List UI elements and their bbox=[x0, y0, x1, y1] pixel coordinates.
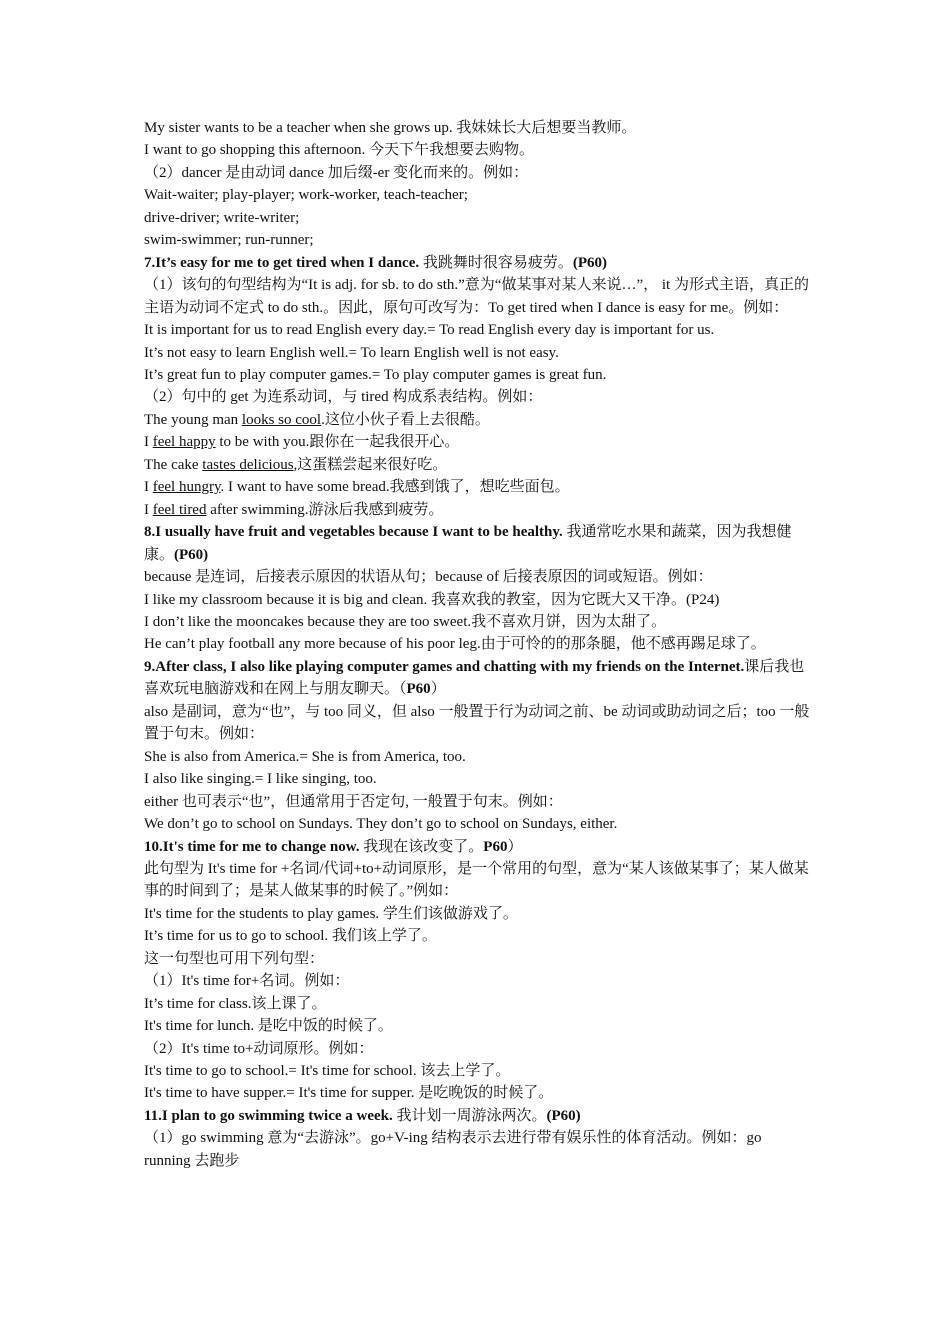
paragraph: （1）该句的句型结构为“It is adj. for sb. to do sth.”意为“做某事对某人来说…”， it 为形式主语，真正的主语为动词不定式 to do sth.。因此，原句可改写为：To get tired when I dance is easy for me。例如： bbox=[144, 277, 809, 316]
text-line: It’s time for us to go to school. 我们该上学了。 bbox=[144, 928, 437, 945]
underlined-phrase: feel tired bbox=[152, 501, 207, 518]
paragraph: 此句型为 It's time for +名词/代词+to+动词原形，是一个常用的句型，意为“某人该做某事了；某人做某事的时间到了；是某人做某事的时候了。”例如： bbox=[144, 860, 809, 900]
example-line bbox=[144, 499, 810, 521]
text-line: It’s great fun to play computer games.= To play computer games is great fun. bbox=[144, 366, 607, 383]
text: .这位小伙子看上去很酷。 bbox=[321, 411, 490, 428]
heading-chinese: 我计划一周游泳两次。 bbox=[392, 1107, 547, 1124]
example-line bbox=[144, 409, 810, 431]
text: to be with you.跟你在一起我很开心。 bbox=[215, 434, 460, 451]
section-heading-7 bbox=[144, 252, 810, 274]
heading-english: 7.It’s easy for me to get tired when I dance. bbox=[144, 254, 420, 271]
text: ） bbox=[507, 838, 523, 855]
heading-english: 11.I plan to go swimming twice a week. bbox=[144, 1107, 393, 1124]
underlined-phrase: feel hungry bbox=[152, 479, 221, 496]
text-line: because 是连词，后接表示原因的状语从句；because of 后接表原因的词或短语。例如： bbox=[144, 569, 713, 586]
page-ref: (P60) bbox=[174, 546, 209, 563]
text: ,这蛋糕尝起来很好吃。 bbox=[293, 456, 448, 473]
paragraph: also 是副词，意为“也”，与 too 同义，但 also 一般置于行为动词之前、be 动词或助动词之后；too 一般置于句末。例如： bbox=[144, 703, 810, 743]
text-line: I also like singing.= I like singing, too. bbox=[144, 771, 377, 788]
text-line: It’s not easy to learn English well.= To learn English well is not easy. bbox=[144, 344, 559, 361]
text-line: We don’t go to school on Sundays. They don’t go to school on Sundays, either. bbox=[144, 816, 618, 833]
text: The young man bbox=[144, 411, 242, 428]
section-heading-8 bbox=[144, 521, 810, 566]
text-line: 这一句型也可用下列句型： bbox=[144, 950, 325, 967]
heading-chinese: 我现在该改变了。 bbox=[359, 838, 484, 855]
section-heading-9 bbox=[144, 656, 810, 701]
paragraph: He can’t play football any more because of his poor leg.由于可怜的的那条腿，他不感再踢足球了。 bbox=[144, 636, 766, 653]
text: . I want to have some bread.我感到饿了，想吃些面包。 bbox=[220, 479, 570, 496]
text-line: （2）句中的 get 为连系动词，与 tired 构成系表结构。例如： bbox=[144, 389, 543, 406]
text-line: It's time to have supper.= It's time for supper. 是吃晚饭的时候了。 bbox=[144, 1085, 554, 1102]
text-line: （2）It's time to+动词原形。例如： bbox=[144, 1040, 374, 1057]
text-line: My sister wants to be a teacher when she grows up. 我妹妹长大后想要当教师。 bbox=[144, 120, 637, 136]
text-line: It’s time for class.该上课了。 bbox=[144, 995, 327, 1012]
page-ref: P60 bbox=[406, 681, 431, 698]
text-line: （2）dancer 是由动词 dance 加后缀-er 变化而来的。例如： bbox=[144, 164, 529, 181]
underlined-phrase: tastes delicious bbox=[202, 456, 294, 473]
example-line bbox=[144, 454, 810, 476]
example-line bbox=[144, 476, 810, 498]
heading-chinese: 课后我也喜欢玩电脑游戏和在网上与朋友聊天。（ bbox=[144, 658, 805, 698]
text-line: I don’t like the mooncakes because they are too sweet.我不喜欢月饼，因为太甜了。 bbox=[144, 613, 667, 630]
text: I bbox=[144, 434, 153, 451]
text-line: drive-driver; write-writer; bbox=[144, 209, 300, 226]
text: after swimming.游泳后我感到疲劳。 bbox=[206, 501, 444, 518]
text-line: It's time for lunch. 是吃中饭的时候了。 bbox=[144, 1018, 393, 1035]
text: I bbox=[144, 479, 153, 496]
section-heading-10 bbox=[144, 836, 810, 858]
underlined-phrase: feel happy bbox=[152, 434, 216, 451]
text-line: either 也可表示“也”，但通常用于否定句, 一般置于句末。例如： bbox=[144, 793, 563, 810]
text-line: It's time to go to school.= It's time for school. 该去上学了。 bbox=[144, 1063, 511, 1080]
heading-chinese: 我通常吃水果和蔬菜，因为我想健康。 bbox=[144, 524, 792, 563]
text: I bbox=[144, 501, 153, 518]
heading-english: 8.I usually have fruit and vegetables because I want to be healthy. bbox=[144, 524, 563, 541]
text: The cake bbox=[144, 456, 203, 473]
text-line: It is important for us to read English every day.= To read English every day is important for us. bbox=[144, 322, 715, 339]
text-line: She is also from America.= She is from America, too. bbox=[144, 748, 466, 765]
paragraph: （1）go swimming 意为“去游泳”。go+V-ing 结构表示去进行带有娱乐性的体育活动。例如：go running 去跑步 bbox=[144, 1130, 762, 1169]
page-ref: P60 bbox=[483, 838, 508, 855]
heading-chinese: 我跳舞时很容易疲劳。 bbox=[419, 254, 573, 271]
text: ） bbox=[430, 681, 446, 698]
heading-english: 10.It's time for me to change now. bbox=[144, 838, 360, 855]
example-line bbox=[144, 431, 810, 453]
page-ref: (P60) bbox=[572, 254, 608, 271]
section-heading-11 bbox=[144, 1105, 810, 1127]
text-line: Wait-waiter; play-player; work-worker, teach-teacher; bbox=[144, 187, 468, 204]
text-line: It's time for the students to play games. 学生们该做游戏了。 bbox=[144, 905, 518, 922]
text-line: swim-swimmer; run-runner; bbox=[144, 232, 314, 249]
page-ref: (P60) bbox=[546, 1107, 581, 1124]
text-line: （1）It's time for+名词。例如： bbox=[144, 973, 350, 990]
heading-english: 9.After class, I also like playing computer games and chatting with my friends on the Internet. bbox=[144, 658, 745, 675]
text-line: I like my classroom because it is big and clean. 我喜欢我的教室，因为它既大又干净。(P24) bbox=[144, 591, 720, 608]
underlined-phrase: looks so cool bbox=[241, 411, 322, 428]
text-line: I want to go shopping this afternoon. 今天下午我想要去购物。 bbox=[144, 142, 534, 159]
document-page bbox=[144, 117, 810, 1172]
